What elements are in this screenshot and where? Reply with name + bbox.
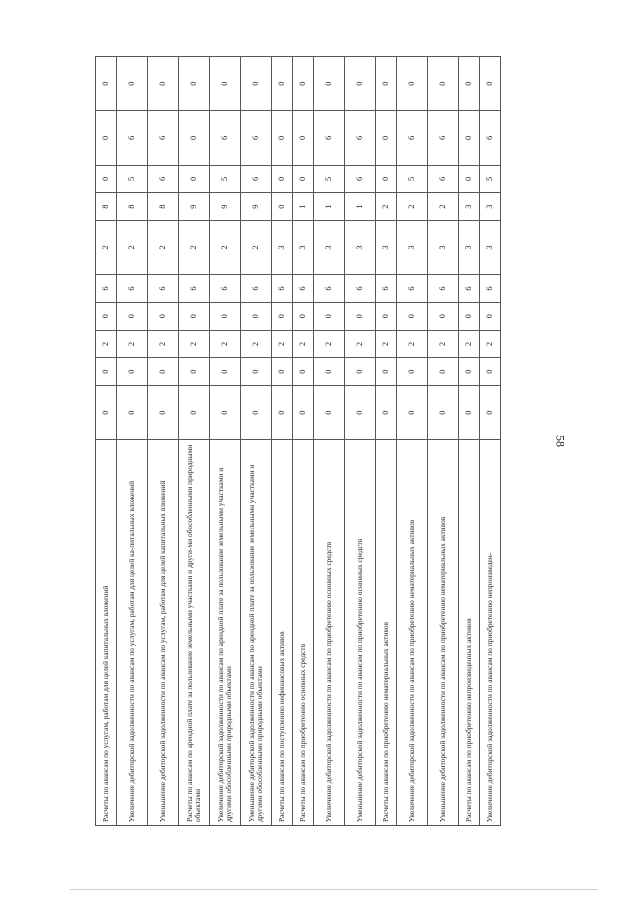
code-digit-cell: 9 bbox=[179, 193, 210, 221]
code-digit-cell: 0 bbox=[272, 111, 293, 165]
row-label: Расчеты по авансам по приобретению основных средств bbox=[293, 440, 314, 826]
code-digit-cell: 0 bbox=[179, 386, 210, 440]
table-row bbox=[428, 57, 459, 826]
table-row bbox=[397, 57, 428, 826]
code-digit-cell: 0 bbox=[314, 358, 345, 386]
code-digit-cell: 0 bbox=[345, 57, 376, 111]
code-digit-cell: 0 bbox=[314, 57, 345, 111]
code-digit-cell: 9 bbox=[210, 193, 241, 221]
table-row bbox=[117, 57, 148, 826]
code-digit-cell: 0 bbox=[397, 358, 428, 386]
code-digit-cell: 2 bbox=[459, 330, 480, 358]
code-digit-cell: 6 bbox=[428, 275, 459, 303]
code-digit-cell: 1 bbox=[293, 193, 314, 221]
code-digit-cell: 3 bbox=[345, 220, 376, 274]
code-digit-cell: 0 bbox=[428, 358, 459, 386]
code-digit-cell: 6 bbox=[210, 275, 241, 303]
code-digit-cell: 0 bbox=[480, 57, 501, 111]
code-digit-cell: 0 bbox=[148, 302, 179, 330]
code-digit-cell: 6 bbox=[345, 275, 376, 303]
code-digit-cell: 2 bbox=[376, 193, 397, 221]
code-digit-cell: 0 bbox=[293, 165, 314, 193]
row-label: Уменьшение дебиторской задолженности по авансам по услугам, работам для целей капитальных вложений bbox=[148, 440, 179, 826]
code-digit-cell: 5 bbox=[397, 165, 428, 193]
code-digit-cell: 6 bbox=[345, 165, 376, 193]
code-digit-cell: 2 bbox=[241, 330, 272, 358]
code-digit-cell: 6 bbox=[241, 111, 272, 165]
code-digit-cell: 0 bbox=[293, 358, 314, 386]
code-digit-cell: 0 bbox=[314, 302, 345, 330]
code-digit-cell: 6 bbox=[148, 275, 179, 303]
code-digit-cell: 6 bbox=[179, 275, 210, 303]
code-digit-cell: 0 bbox=[117, 302, 148, 330]
table-row bbox=[179, 57, 210, 826]
code-digit-cell: 0 bbox=[376, 57, 397, 111]
code-digit-cell: 0 bbox=[376, 111, 397, 165]
code-digit-cell: 6 bbox=[480, 275, 501, 303]
code-digit-cell: 2 bbox=[428, 193, 459, 221]
code-digit-cell: 0 bbox=[96, 358, 117, 386]
code-digit-cell: 6 bbox=[241, 165, 272, 193]
code-digit-cell: 3 bbox=[459, 193, 480, 221]
code-digit-cell: 6 bbox=[345, 111, 376, 165]
code-digit-cell: 6 bbox=[148, 165, 179, 193]
code-digit-cell: 2 bbox=[241, 220, 272, 274]
row-label: Расчеты по авансам по приобретению нематериальных активов bbox=[376, 440, 397, 826]
code-digit-cell: 0 bbox=[179, 57, 210, 111]
code-digit-cell: 0 bbox=[459, 302, 480, 330]
code-digit-cell: 0 bbox=[459, 358, 480, 386]
code-digit-cell: 0 bbox=[96, 302, 117, 330]
table-row bbox=[272, 57, 293, 826]
accounts-table bbox=[95, 56, 501, 826]
code-digit-cell: 6 bbox=[459, 275, 480, 303]
table-row bbox=[376, 57, 397, 826]
table-row bbox=[480, 57, 501, 826]
table-row bbox=[459, 57, 480, 826]
code-digit-cell: 0 bbox=[272, 165, 293, 193]
code-digit-cell: 0 bbox=[345, 386, 376, 440]
code-digit-cell: 0 bbox=[397, 386, 428, 440]
row-label: Уменьшение дебиторской задолженности по авансам по арендной плате за пользование земельными участками и другими обособленными природными объектами bbox=[241, 440, 272, 826]
page-bottom-rule bbox=[70, 889, 598, 890]
code-digit-cell: 2 bbox=[428, 330, 459, 358]
code-digit-cell: 6 bbox=[397, 275, 428, 303]
code-digit-cell: 0 bbox=[96, 57, 117, 111]
table-row bbox=[148, 57, 179, 826]
row-label: Расчеты по авансам по арендной плате за пользование земельными участками и други-ми обособленными природными объектами bbox=[179, 440, 210, 826]
code-digit-cell: 3 bbox=[314, 220, 345, 274]
row-label: Расчеты по авансам по поступлению нефинансовых активов bbox=[272, 440, 293, 826]
code-digit-cell: 0 bbox=[210, 358, 241, 386]
code-digit-cell: 6 bbox=[117, 111, 148, 165]
table-row bbox=[293, 57, 314, 826]
code-digit-cell: 0 bbox=[179, 302, 210, 330]
code-digit-cell: 0 bbox=[96, 165, 117, 193]
code-digit-cell: 0 bbox=[480, 386, 501, 440]
row-label: Увеличение дебиторской задолженности по авансам по приобретению нематериальных активов bbox=[397, 440, 428, 826]
code-digit-cell: 0 bbox=[376, 302, 397, 330]
code-digit-cell: 0 bbox=[428, 386, 459, 440]
code-digit-cell: 0 bbox=[117, 358, 148, 386]
code-digit-cell: 0 bbox=[428, 302, 459, 330]
code-digit-cell: 2 bbox=[293, 330, 314, 358]
code-digit-cell: 6 bbox=[210, 111, 241, 165]
table-row bbox=[96, 57, 117, 826]
code-digit-cell: 0 bbox=[293, 111, 314, 165]
code-digit-cell: 0 bbox=[293, 386, 314, 440]
table-row bbox=[241, 57, 272, 826]
code-digit-cell: 2 bbox=[210, 220, 241, 274]
row-label: Увеличение дебиторской задолженности по авансам по арендной плате за пользование земельными участками и другими обособленными природными объектами bbox=[210, 440, 241, 826]
code-digit-cell: 0 bbox=[210, 386, 241, 440]
code-digit-cell: 2 bbox=[314, 330, 345, 358]
row-label: Увеличение дебиторской задолженности по авансам по приобретению непроизведен- bbox=[480, 440, 501, 826]
code-digit-cell: 0 bbox=[117, 57, 148, 111]
code-digit-cell: 6 bbox=[376, 275, 397, 303]
code-digit-cell: 0 bbox=[210, 302, 241, 330]
code-digit-cell: 2 bbox=[179, 330, 210, 358]
code-digit-cell: 0 bbox=[148, 386, 179, 440]
code-digit-cell: 0 bbox=[293, 57, 314, 111]
code-digit-cell: 6 bbox=[148, 111, 179, 165]
code-digit-cell: 6 bbox=[272, 275, 293, 303]
code-digit-cell: 0 bbox=[179, 111, 210, 165]
code-digit-cell: 5 bbox=[480, 165, 501, 193]
code-digit-cell: 0 bbox=[345, 358, 376, 386]
table-body bbox=[96, 57, 501, 826]
code-digit-cell: 6 bbox=[397, 111, 428, 165]
code-digit-cell: 5 bbox=[210, 165, 241, 193]
code-digit-cell: 2 bbox=[397, 193, 428, 221]
code-digit-cell: 8 bbox=[117, 193, 148, 221]
code-digit-cell: 0 bbox=[148, 358, 179, 386]
code-digit-cell: 0 bbox=[117, 386, 148, 440]
code-digit-cell: 3 bbox=[272, 220, 293, 274]
code-digit-cell: 0 bbox=[397, 57, 428, 111]
code-digit-cell: 6 bbox=[428, 165, 459, 193]
code-digit-cell: 0 bbox=[96, 386, 117, 440]
code-digit-cell: 6 bbox=[293, 275, 314, 303]
table-row bbox=[314, 57, 345, 826]
table-row bbox=[345, 57, 376, 826]
code-digit-cell: 0 bbox=[376, 358, 397, 386]
code-digit-cell: 0 bbox=[459, 111, 480, 165]
code-digit-cell: 0 bbox=[272, 302, 293, 330]
code-digit-cell: 0 bbox=[241, 386, 272, 440]
row-label: Уменьшение дебиторской задолженности по авансам по приобретению основных средств bbox=[345, 440, 376, 826]
code-digit-cell: 1 bbox=[314, 193, 345, 221]
row-label: Расчеты по авансам по приобретению непроизведенных активов bbox=[459, 440, 480, 826]
code-digit-cell: 6 bbox=[428, 111, 459, 165]
code-digit-cell: 2 bbox=[117, 220, 148, 274]
code-digit-cell: 8 bbox=[96, 193, 117, 221]
rotated-table-wrapper bbox=[95, 56, 560, 826]
code-digit-cell: 0 bbox=[272, 358, 293, 386]
code-digit-cell: 1 bbox=[345, 193, 376, 221]
table-row bbox=[210, 57, 241, 826]
code-digit-cell: 9 bbox=[241, 193, 272, 221]
page-number: 58 bbox=[553, 435, 568, 447]
code-digit-cell: 6 bbox=[480, 111, 501, 165]
code-digit-cell: 0 bbox=[459, 386, 480, 440]
code-digit-cell: 0 bbox=[459, 57, 480, 111]
code-digit-cell: 0 bbox=[293, 302, 314, 330]
code-digit-cell: 2 bbox=[272, 330, 293, 358]
code-digit-cell: 0 bbox=[179, 165, 210, 193]
code-digit-cell: 3 bbox=[480, 193, 501, 221]
code-digit-cell: 2 bbox=[117, 330, 148, 358]
code-digit-cell: 3 bbox=[376, 220, 397, 274]
code-digit-cell: 0 bbox=[210, 57, 241, 111]
code-digit-cell: 5 bbox=[314, 165, 345, 193]
code-digit-cell: 0 bbox=[241, 358, 272, 386]
code-digit-cell: 2 bbox=[96, 220, 117, 274]
row-label: Увеличение дебиторской задолженности по авансам по услугам, работам для целей ка-питальных вложений bbox=[117, 440, 148, 826]
code-digit-cell: 0 bbox=[179, 358, 210, 386]
code-digit-cell: 0 bbox=[148, 57, 179, 111]
code-digit-cell: 0 bbox=[428, 57, 459, 111]
row-label: Увеличение дебиторской задолженности по авансам по приобретению основных средств bbox=[314, 440, 345, 826]
code-digit-cell: 0 bbox=[480, 358, 501, 386]
code-digit-cell: 0 bbox=[376, 165, 397, 193]
code-digit-cell: 0 bbox=[480, 302, 501, 330]
code-digit-cell: 0 bbox=[272, 193, 293, 221]
code-digit-cell: 2 bbox=[345, 330, 376, 358]
code-digit-cell: 0 bbox=[272, 386, 293, 440]
code-digit-cell: 6 bbox=[241, 275, 272, 303]
code-digit-cell: 0 bbox=[96, 111, 117, 165]
code-digit-cell: 2 bbox=[96, 330, 117, 358]
code-digit-cell: 6 bbox=[314, 275, 345, 303]
code-digit-cell: 2 bbox=[148, 330, 179, 358]
code-digit-cell: 2 bbox=[148, 220, 179, 274]
code-digit-cell: 2 bbox=[210, 330, 241, 358]
code-digit-cell: 6 bbox=[96, 275, 117, 303]
code-digit-cell: 2 bbox=[179, 220, 210, 274]
code-digit-cell: 6 bbox=[314, 111, 345, 165]
code-digit-cell: 2 bbox=[397, 330, 428, 358]
code-digit-cell: 0 bbox=[272, 57, 293, 111]
row-label: Уменьшение дебиторской задолженности по авансам по приобретению нематериальных активов bbox=[428, 440, 459, 826]
code-digit-cell: 3 bbox=[480, 220, 501, 274]
row-label: Расчеты по авансам по услугам, работам для целей капитальных вложений bbox=[96, 440, 117, 826]
code-digit-cell: 0 bbox=[459, 165, 480, 193]
code-digit-cell: 0 bbox=[345, 302, 376, 330]
code-digit-cell: 8 bbox=[148, 193, 179, 221]
code-digit-cell: 3 bbox=[293, 220, 314, 274]
code-digit-cell: 2 bbox=[480, 330, 501, 358]
code-digit-cell: 0 bbox=[241, 57, 272, 111]
code-digit-cell: 0 bbox=[314, 386, 345, 440]
code-digit-cell: 5 bbox=[117, 165, 148, 193]
code-digit-cell: 6 bbox=[117, 275, 148, 303]
code-digit-cell: 3 bbox=[459, 220, 480, 274]
code-digit-cell: 0 bbox=[376, 386, 397, 440]
code-digit-cell: 3 bbox=[428, 220, 459, 274]
code-digit-cell: 0 bbox=[397, 302, 428, 330]
code-digit-cell: 2 bbox=[376, 330, 397, 358]
code-digit-cell: 3 bbox=[397, 220, 428, 274]
code-digit-cell: 0 bbox=[241, 302, 272, 330]
